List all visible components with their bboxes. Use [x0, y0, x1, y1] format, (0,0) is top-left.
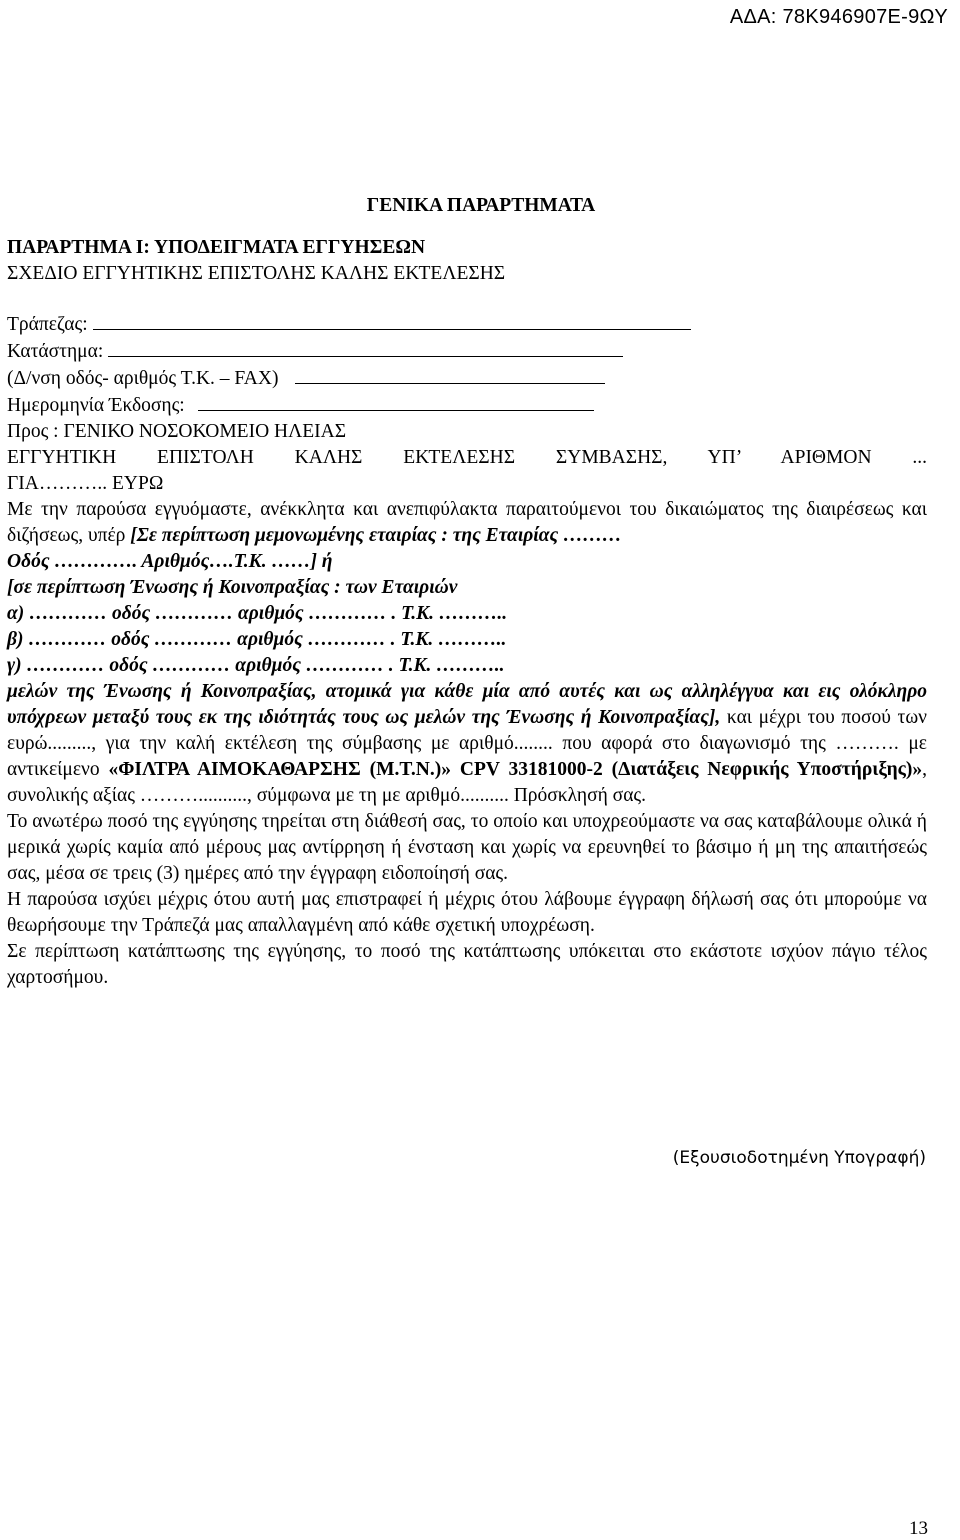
bank-blank-line [93, 311, 691, 330]
paragraph-payment: Το ανωτέρω ποσό της εγγύησης τηρείται στη διάθεσή σας, το οποίο και υποχρεούμαστε να σας καταβάλουμε ολικά ή μερικά χωρίς καμία από μέρους μας αντίρρηση ή ένσταση και χωρίς να ερευνηθεί το βάσιμο ή μη της απαιτήσεώς σας, μέσα σε τρεις (3) ημέρες από την έγγραφη ειδοποίησή σας. [7, 811, 927, 884]
issue-date-label: Ημερομηνία Έκδοσης: [7, 395, 185, 416]
member-b-line: β) ………… οδός ………… αριθμός ………… . Τ.Κ. ……….. [7, 629, 507, 650]
para2-value-text: , συνολικής αξίας ……….........., σύμφωνα με τη με αριθμό.......... Πρόσκλησή σας. [7, 759, 928, 806]
para2-members-clause: μελών της Ένωσης ή Κοινοπραξίας, ατομικά για κάθε μία από αυτές και ως αλληλέγγυα και εις ολόκληρο υπόχρεων μεταξύ τους εκ της ιδιότητάς τους ως μελών της Ένωσης ή Κοινοπραξίας], [7, 681, 927, 728]
recipient-line: Προς : ΓΕΝΙΚΟ ΝΟΣΟΚΟΜΕΙΟ ΗΛΕΙΑΣ [7, 421, 347, 442]
issue-date-field [7, 392, 927, 419]
member-a-line: α) ………… οδός ………… αριθμός ………… . Τ.Κ. ……….. [7, 603, 508, 624]
branch-label: Κατάστημα: [7, 341, 104, 362]
document-body [7, 193, 927, 991]
guarantee-number-line: ΕΓΓΥΗΤΙΚΗ ΕΠΙΣΤΟΛΗ ΚΑΛΗΣ ΕΚΤΕΛΕΣΗΣ ΣΥΜΒΑΣΗΣ, ΥΠ’ ΑΡΙΘΜΟΝ ... [7, 447, 927, 468]
doc-subtitle: ΣΧΕΔΙΟ ΕΓΓΥΗΤΙΚΗΣ ΕΠΙΣΤΟΛΗΣ ΚΑΛΗΣ ΕΚΤΕΛΕΣΗΣ [7, 263, 506, 284]
para1-company-clause: [Σε περίπτωση μεμονωμένης εταιρίας : της Εταιρίας ……… [130, 525, 622, 546]
paragraph-guarantee-intro [7, 497, 927, 549]
paragraph-forfeiture: Σε περίπτωση κατάπτωσης της εγγύησης, το ποσό της κατάπτωσης υπόκειται στο εκάστοτε ισχύον πάγιο τέλος χαρτοσήμου. [7, 941, 927, 988]
address-label: (Δ/νση οδός- αριθμός Τ.Κ. – FAX) [7, 368, 279, 389]
branch-blank-line [108, 338, 623, 357]
paragraph-validity: Η παρούσα ισχύει μέχρις ότου αυτή μας επιστραφεί ή μέχρις ότου λάβουμε έγγραφη δήλωσή σας ότι μπορούμε να θεωρήσουμε την Τράπεζά μας απαλλαγμένη από κάθε σχετική υποχρέωση. [7, 889, 927, 936]
amount-line: ΓΙΑ……….. ΕΥΡΩ [7, 473, 164, 494]
branch-field [7, 338, 927, 365]
bank-field [7, 311, 927, 338]
bank-label: Τράπεζας: [7, 314, 88, 335]
signature-label: (Εξουσιοδοτημένη Υπογραφή) [672, 1148, 926, 1168]
address-field [7, 365, 927, 392]
para2-subject: «ΦΙΛΤΡΑ ΑΙΜΟΚΑΘΑΡΣΗΣ (Μ.Τ.Ν.)» CPV 33181000-2 (Διατάξεις Νεφρικής Υποστήριξης)» [108, 759, 923, 780]
street-line: Οδός …………. Αριθμός….Τ.Κ. ……] ή [7, 551, 333, 572]
para1-text: Με την παρούσα εγγυόμαστε, ανέκκλητα και ανεπιφύλακτα παραιτούμενοι του δικαιώματος της διαιρέσεως και διζήσεως, υπέρ [7, 499, 927, 546]
ada-code: ΑΔΑ: 78Κ946907Ε-9ΩΥ [729, 6, 948, 28]
joint-venture-line: [σε περίπτωση Ένωσης ή Κοινοπραξίας : των Εταιριών [7, 577, 458, 598]
member-c-line: γ) ………… οδός ………… αριθμός ………… . Τ.Κ. ……….. [7, 655, 505, 676]
address-blank-line [295, 365, 605, 384]
paragraph-joint-liability [7, 679, 927, 809]
para2-amount-text: και μέχρι του ποσού των ευρώ........., για την καλή εκτέλεση της σύμβασης με αριθμό........ που αφορά στο διαγωνισμό της ………. με αντικείμενο [7, 707, 927, 780]
annex-title: ΠΑΡΑΡΤΗΜΑ Ι: ΥΠΟΔΕΙΓΜΑΤΑ ΕΓΓΥΗΣΕΩΝ [7, 237, 426, 258]
page-number: 13 [909, 1518, 928, 1539]
doc-title: ΓΕΝΙΚΑ ΠΑΡΑΡΤΗΜΑΤΑ [366, 195, 596, 216]
issue-date-blank-line [198, 392, 594, 411]
